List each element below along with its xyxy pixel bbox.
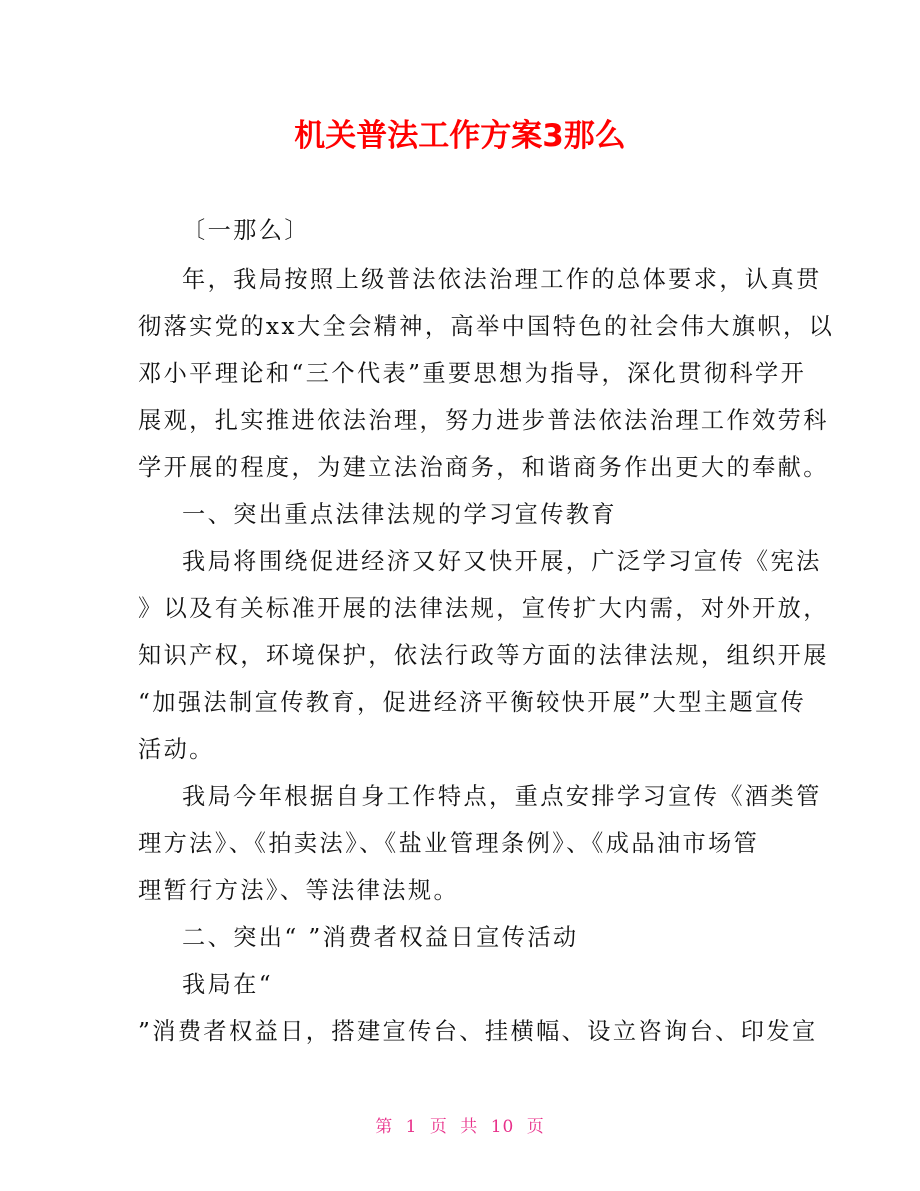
paragraph-line: 我局在“: [182, 971, 274, 998]
document-title: 机关普法工作方案3那么: [294, 118, 626, 154]
section-heading-1: 一、突出重点法律法规的学习宣传教育: [182, 501, 617, 528]
section-label: 〔一那么〕: [182, 217, 310, 244]
page-indicator: 第 1 页 共 10 页: [375, 1117, 545, 1137]
paragraph-line: 》以及有关标准开展的法律法规，宣传扩大内需，对外开放，: [138, 595, 829, 622]
paragraph-line: 我局将围绕促进经济又好又快开展，广泛学习宣传《宪法: [182, 548, 822, 575]
paragraph-line: 我局今年根据自身工作特点，重点安排学习宣传《酒类管: [182, 783, 822, 810]
paragraph-line: 展观，扎实推进依法治理，努力进步普法依法治理工作效劳科: [138, 407, 829, 434]
paragraph-line: 活动。: [138, 736, 215, 763]
paragraph-line: 彻落实党的xx大全会精神，高举中国特色的社会伟大旗帜，以: [138, 313, 835, 340]
paragraph-line: 理方法》、《拍卖法》、《盐业管理条例》、《成品油市场管: [138, 830, 760, 857]
paragraph-line: 学开展的程度，为建立法治商务，和谐商务作出更大的奉献。: [138, 454, 829, 481]
paragraph-line: 理暂行方法》、等法律法规。: [138, 877, 460, 904]
paragraph-line: “加强法制宣传教育，促进经济平衡较快开展”大型主题宣传: [138, 689, 807, 716]
section-heading-2: 二、突出“ ”消费者权益日宣传活动: [182, 924, 579, 951]
paragraph-line: 邓小平理论和“三个代表”重要思想为指导，深化贯彻科学开: [138, 360, 807, 387]
paragraph-line: ”消费者权益日，搭建宣传台、挂横幅、设立咨询台、印发宣: [138, 1018, 818, 1045]
paragraph-line: 年，我局按照上级普法依法治理工作的总体要求，认真贯: [182, 266, 822, 293]
paragraph-line: 知识产权，环境保护，依法行政等方面的法律法规，组织开展: [138, 642, 829, 669]
